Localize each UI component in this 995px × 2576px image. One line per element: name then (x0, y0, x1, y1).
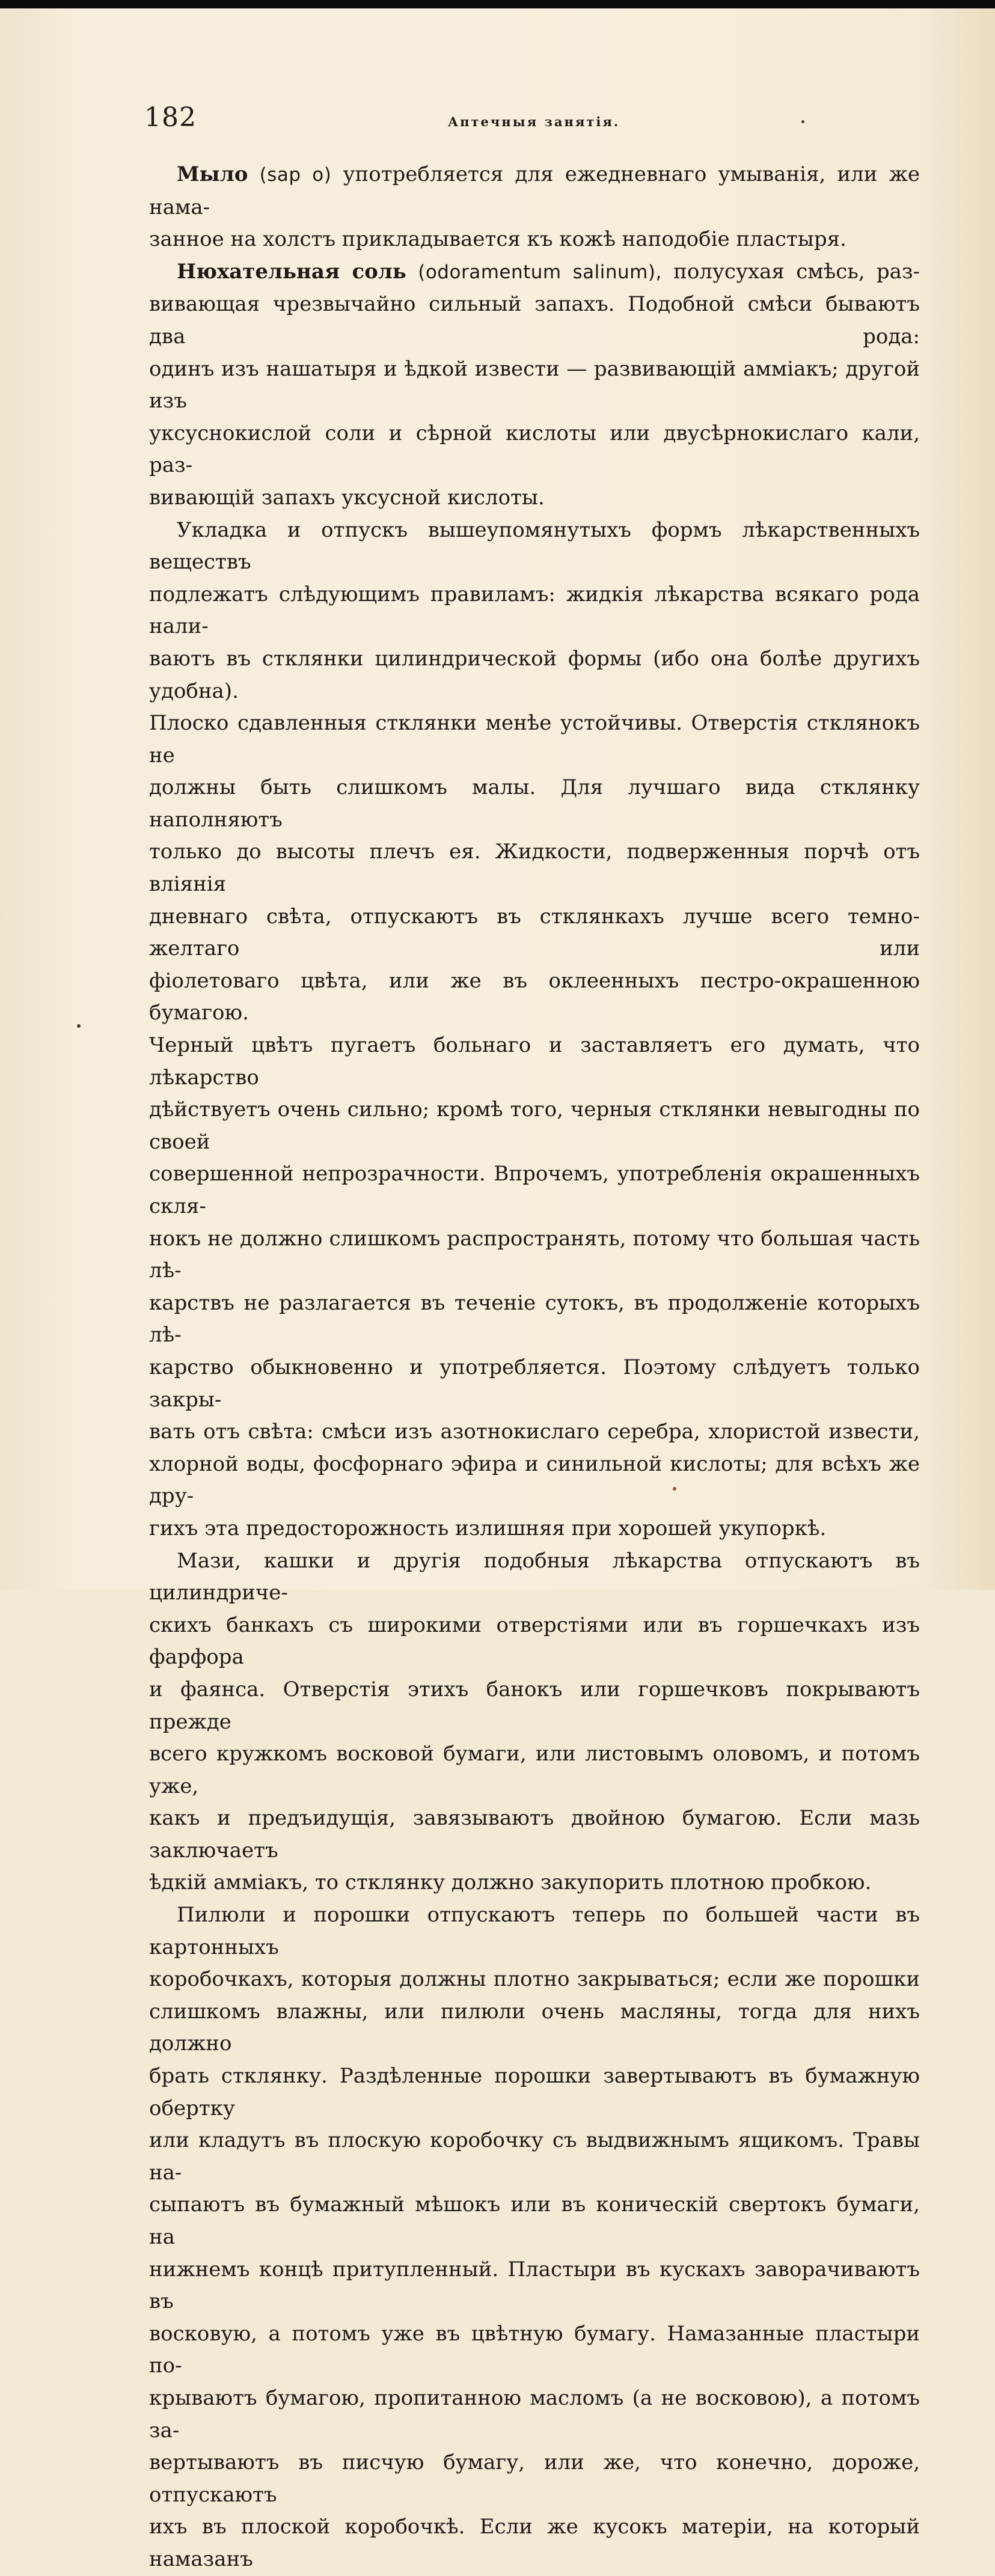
line-text: одинъ изъ нашатыря и ѣдкой извести — развивающій амміакъ; другой изъ (149, 356, 920, 414)
paragraph (149, 159, 920, 256)
line-text: Пилюли и порошки отпускаютъ теперь по большей части въ картонныхъ (149, 1903, 920, 1959)
line-text: или кладутъ въ плоскую коробочку съ выдвижнымъ ящикомъ. Травы на- (149, 2128, 920, 2185)
line-text: Плоско сдавленныя стклянки менѣе устойчивы. Отверстія стклянокъ не (149, 711, 920, 768)
latin-name: (odoramentum salinum), (418, 261, 662, 283)
text-line (149, 2511, 920, 2575)
text-line (149, 482, 920, 514)
line-text: восковую, а потомъ уже въ цвѣтную бумагу. Намазанные пластыри по- (149, 2321, 920, 2378)
text-line (149, 1030, 920, 1094)
text-line (149, 1674, 920, 1738)
text-line (149, 643, 920, 707)
text-line (149, 1094, 920, 1158)
line-text: занное на холстъ прикладывается къ кожѣ наподобіе пластыря. (149, 227, 847, 252)
paragraph (149, 514, 920, 1545)
line-text: фіолетоваго цвѣта, или же въ оклеенныхъ пестро-окрашенною бумагою. (149, 968, 920, 1025)
text-line (149, 514, 920, 579)
line-text: сыпаютъ въ бумажный мѣшокъ или въ коническій свертокъ бумаги, на (149, 2193, 920, 2249)
line-text: дѣйствуетъ очень сильно; кромѣ того, черныя стклянки невыгодны по своей (149, 1097, 920, 1154)
ink-speck (801, 120, 804, 123)
defined-term: Нюхательная соль (177, 259, 406, 284)
text-line (149, 1610, 920, 1674)
line-text: Черный цвѣтъ пугаетъ больнаго и заставляетъ его думать, что лѣкарство (149, 1033, 920, 1090)
text-line (149, 836, 920, 900)
line-text: карствъ не разлагается въ теченіе сутокъ, въ продолженіе которыхъ лѣ- (149, 1290, 920, 1348)
paragraph (149, 256, 920, 514)
paragraph (149, 1545, 920, 1900)
text-line (149, 2060, 920, 2125)
line-text: брать стклянку. Раздѣленные порошки завертываютъ въ бумажную обертку (149, 2064, 920, 2120)
text-line (149, 1964, 920, 1996)
line-text: совершенной непрозрачности. Впрочемъ, употребленія окрашенныхъ скля- (149, 1162, 920, 1218)
text-line (149, 256, 920, 289)
line-text: скихъ банкахъ съ широкими отверстіями или въ горшечкахъ изъ фарфора (149, 1613, 920, 1670)
text-line (149, 1352, 920, 1416)
line-text: полусухая смѣсь, раз- (661, 259, 920, 284)
page-header (144, 102, 920, 144)
text-line (149, 2318, 920, 2382)
line-text: вивающій запахъ уксусной кислоты. (149, 485, 545, 510)
text-line (149, 288, 920, 353)
text-line (149, 1513, 920, 1545)
text-line (149, 1867, 920, 1899)
line-text: коробочкахъ, которыя должны плотно закрываться; если же порошки (149, 1967, 920, 1992)
line-text: уксуснокислой соли и сѣрной кислоты или двусѣрнокислаго кали, раз- (149, 421, 920, 478)
body-text (149, 159, 920, 2576)
line-text: хлорной воды, фосфорнаго эфира и синильной кислоты; для всѣхъ же дру- (149, 1451, 920, 1509)
text-line (149, 965, 920, 1030)
text-line (149, 1158, 920, 1222)
ink-speck (673, 1487, 676, 1491)
line-text: Укладка и отпускъ вышеупомянутыхъ формъ лѣкарственныхъ веществъ (149, 517, 920, 575)
text-line (149, 707, 920, 772)
ink-speck (77, 1024, 81, 1028)
text-line (149, 1545, 920, 1610)
text-line (149, 901, 920, 965)
text-line (149, 579, 920, 643)
line-text: Мази, кашки и другія подобныя лѣкарства отпускаютъ въ цилиндриче- (149, 1548, 920, 1605)
line-text: слишкомъ влажны, или пилюли очень масляны, тогда для нихъ должно (149, 1999, 920, 2056)
text-line (149, 1287, 920, 1352)
text-line (149, 1738, 920, 1802)
text-line (149, 2125, 920, 2189)
text-line (149, 224, 920, 256)
line-text: ваютъ въ стклянки цилиндрической формы (ибо она болѣе другихъ удобна). (149, 646, 920, 703)
line-text: карство обыкновенно и употребляется. Поэтому слѣдуетъ только закры- (149, 1355, 920, 1412)
line-text: и фаянса. Отверстія этихъ банокъ или горшечковъ покрываютъ прежде (149, 1677, 920, 1734)
line-text: гихъ эта предосторожность излишняя при хорошей укупоркѣ. (149, 1516, 827, 1540)
line-text: нижнемъ концѣ притупленный. Пластыри въ кускахъ заворачиваютъ въ (149, 2257, 920, 2314)
latin-name: (sap o) (259, 164, 332, 186)
line-text: нокъ не должно слишкомъ распространять, потому что большая часть лѣ- (149, 1226, 920, 1283)
line-text: только до высоты плечъ ея. Жидкости, подверженныя порчѣ отъ вліянія (149, 840, 920, 897)
text-line (149, 353, 920, 418)
text-line (149, 1223, 920, 1287)
text-line (149, 2382, 920, 2447)
text-line (149, 2189, 920, 2253)
line-text: всего кружкомъ восковой бумаги, или листовымъ оловомъ, и потомъ уже, (149, 1742, 920, 1798)
line-text: крываютъ бумагою, пропитанною масломъ (а не восковою), а потомъ за- (149, 2385, 920, 2443)
line-text: ихъ въ плоской коробочкѣ. Если же кусокъ матеріи, на который намазанъ (149, 2515, 920, 2571)
line-text: вивающая чрезвычайно сильный запахъ. Подобной смѣси бываютъ два рода: (149, 292, 920, 349)
text-line (149, 1802, 920, 1867)
text-line (149, 1899, 920, 1964)
defined-term: Мыло (177, 162, 248, 186)
text-line (149, 1448, 920, 1513)
text-line (149, 772, 920, 836)
text-line (149, 1996, 920, 2060)
text-line (149, 1416, 920, 1448)
line-text: подлежатъ слѣдующимъ правиламъ: жидкія лѣкарства всякаго рода нали- (149, 582, 920, 639)
line-text: дневнаго свѣта, отпускаютъ въ стклянкахъ лучше всего темно-желтаго или (149, 904, 920, 961)
line-text: вать отъ свѣта: смѣси изъ азотнокислаго серебра, хлористой извести, (149, 1420, 920, 1444)
page-number: 182 (144, 102, 197, 133)
text-line (149, 159, 920, 224)
line-text: употребляется для ежедневнаго умыванія, или же нама- (149, 162, 920, 219)
paragraph (149, 1899, 920, 2575)
book-page (0, 8, 995, 2571)
text-line (149, 2447, 920, 2511)
text-line (149, 418, 920, 482)
running-title: Аптечныя занятія. (448, 114, 620, 129)
text-line (149, 2254, 920, 2318)
scan-top-edge (0, 0, 995, 8)
line-text: какъ и предъидущія, завязываютъ двойною бумагою. Если мазь заключаетъ (149, 1806, 920, 1863)
line-text: вертываютъ въ писчую бумагу, или же, что конечно, дороже, отпускаютъ (149, 2450, 920, 2507)
line-text: должны быть слишкомъ малы. Для лучшаго вида стклянку наполняютъ (149, 775, 920, 832)
line-text: ѣдкій амміакъ, то стклянку должно закупорить плотною пробкою. (149, 1870, 872, 1895)
